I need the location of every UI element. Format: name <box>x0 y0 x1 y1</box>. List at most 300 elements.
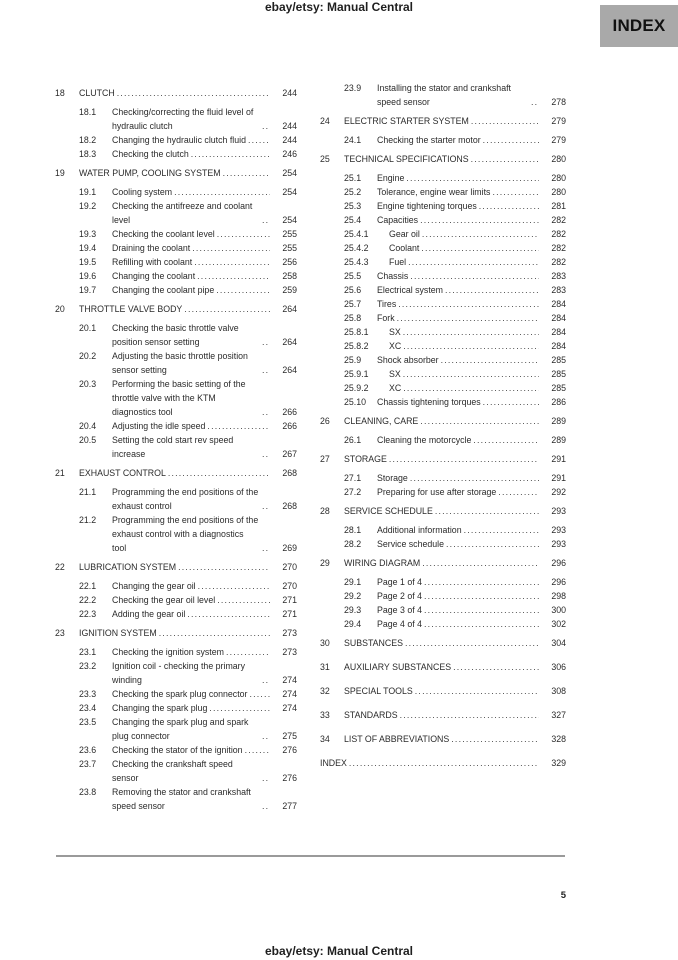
toc-entry <box>55 199 297 227</box>
toc-entry-page: 284 <box>551 313 566 323</box>
toc-entry <box>320 114 566 128</box>
toc-entry-number: 22.2 <box>79 595 97 605</box>
toc-entry <box>55 757 297 785</box>
toc-entry-page: 259 <box>282 285 297 295</box>
toc-entry-number: 25.3 <box>344 201 362 211</box>
toc-entry <box>55 283 297 297</box>
toc-entry <box>320 311 566 325</box>
toc-leader-dots <box>262 363 270 377</box>
toc-leader-dots <box>453 660 539 674</box>
toc-leader-dots <box>262 335 270 349</box>
toc-leader-dots <box>262 541 270 555</box>
toc-entry-page: 329 <box>551 758 566 768</box>
toc-entry-page: 268 <box>282 501 297 511</box>
toc-entry-title: ELECTRIC STARTER SYSTEM <box>344 116 469 126</box>
toc-entry-title: Changing the coolant pipe <box>112 285 215 295</box>
toc-entry-number: 26 <box>320 416 330 426</box>
toc-entry-title: Adjusting the idle speed <box>112 421 206 431</box>
toc-entry-page: 279 <box>551 135 566 145</box>
toc-entry-title: Removing the stator and crankshaft speed sensor <box>112 787 251 811</box>
toc-entry-page: 308 <box>551 686 566 696</box>
toc-entry-title: Cooling system <box>112 187 173 197</box>
toc-entry-number: 23 <box>55 628 65 638</box>
toc-entry-page: 276 <box>282 745 297 755</box>
toc-leader-dots <box>207 419 270 433</box>
toc-entry-number: 28.1 <box>344 525 362 535</box>
toc-entry-number: 23.4 <box>79 703 97 713</box>
toc-entry-number: 23.9 <box>344 83 362 93</box>
toc-entry-page: 283 <box>551 271 566 281</box>
toc-entry-page: 282 <box>551 243 566 253</box>
toc-entry <box>55 513 297 555</box>
toc-entry-title: Setting the cold start rev speed increase <box>112 435 234 459</box>
toc-leader-dots <box>424 617 539 631</box>
toc-entry-title: LIST OF ABBREVIATIONS <box>344 734 450 744</box>
toc-entry <box>55 785 297 813</box>
toc-entry-title: Engine tightening torques <box>377 201 477 211</box>
toc-entry <box>55 485 297 513</box>
toc-entry-page: 306 <box>551 662 566 672</box>
toc-entry-number: 25.4.1 <box>344 229 369 239</box>
toc-leader-dots <box>223 166 270 180</box>
toc-leader-dots <box>262 771 270 785</box>
toc-entry-number: 19.5 <box>79 257 97 267</box>
toc-entry-page: 270 <box>282 562 297 572</box>
toc-entry <box>320 367 566 381</box>
toc-entry-number: 22 <box>55 562 65 572</box>
toc-entry-number: 25.9 <box>344 355 362 365</box>
toc-leader-dots <box>421 241 539 255</box>
toc-entry <box>55 593 297 607</box>
toc-entry-title: SPECIAL TOOLS <box>344 686 413 696</box>
toc-entry-title: Checking the ignition system <box>112 647 224 657</box>
toc-entry-page: 271 <box>282 595 297 605</box>
toc-entry <box>320 81 566 109</box>
toc-entry-number: 25.7 <box>344 299 362 309</box>
toc-entry-page: 296 <box>551 558 566 568</box>
toc-entry-page: 293 <box>551 525 566 535</box>
toc-entry-title: XC <box>389 341 402 351</box>
page-header <box>0 0 678 15</box>
toc-entry <box>55 715 297 743</box>
toc-leader-dots <box>191 147 270 161</box>
toc-entry-page: 283 <box>551 285 566 295</box>
toc-entry <box>55 560 297 574</box>
toc-entry <box>55 659 297 687</box>
toc-entry-title: Fork <box>377 313 395 323</box>
toc-entry-title: Checking the coolant level <box>112 229 215 239</box>
toc-entry-number: 20.4 <box>79 421 97 431</box>
toc-leader-dots <box>435 504 539 518</box>
toc-leader-dots <box>479 199 539 213</box>
toc-entry-page: 291 <box>551 454 566 464</box>
toc-entry <box>320 414 566 428</box>
toc-entry <box>320 575 566 589</box>
toc-entry-number: 25.9.2 <box>344 383 369 393</box>
toc-entry-title: XC <box>389 383 402 393</box>
toc-entry-title: Additional information <box>377 525 462 535</box>
toc-entry <box>320 471 566 485</box>
toc-entry-number: 21 <box>55 468 65 478</box>
toc-entry-title: Capacities <box>377 215 419 225</box>
toc-entry-number: 22.1 <box>79 581 97 591</box>
toc-leader-dots <box>403 325 539 339</box>
toc-entry-number: 28 <box>320 506 330 516</box>
toc-entry-page: 327 <box>551 710 566 720</box>
toc-entry-number: 31 <box>320 662 330 672</box>
toc-entry-page: 256 <box>282 257 297 267</box>
toc-leader-dots <box>245 743 270 757</box>
index-tab-label: INDEX <box>612 16 666 35</box>
toc-entry-title: CLEANING, CARE <box>344 416 419 426</box>
toc-entry <box>320 199 566 213</box>
toc-column-left <box>55 81 297 813</box>
toc-leader-dots <box>445 283 539 297</box>
toc-entry <box>55 86 297 100</box>
toc-entry-title: Installing the stator and crankshaft speed sensor <box>377 83 511 107</box>
toc-entry-number: 28.2 <box>344 539 362 549</box>
toc-leader-dots <box>441 353 539 367</box>
toc-entry-number: 18.3 <box>79 149 97 159</box>
toc-entry-title: Checking/correcting the fluid level of hydraulic clutch <box>112 107 254 131</box>
toc-entry-title: Checking the spark plug connector <box>112 689 248 699</box>
toc-entry-number: 23.1 <box>79 647 97 657</box>
toc-leader-dots <box>406 171 539 185</box>
toc-entry-page: 298 <box>551 591 566 601</box>
toc-entry <box>55 105 297 133</box>
toc-entry-title: Changing the coolant <box>112 271 196 281</box>
toc-entry-number: 21.1 <box>79 487 97 497</box>
toc-entry-number: 18.1 <box>79 107 97 117</box>
toc-entry-number: 25.4.2 <box>344 243 369 253</box>
toc-entry <box>320 152 566 166</box>
toc-entry-number: 23.7 <box>79 759 97 769</box>
toc-leader-dots <box>117 86 270 100</box>
toc-leader-dots <box>424 603 539 617</box>
toc-entry <box>320 297 566 311</box>
toc-entry-page: 276 <box>282 773 297 783</box>
toc-entry <box>55 579 297 593</box>
toc-entry <box>320 283 566 297</box>
toc-entry-page: 269 <box>282 543 297 553</box>
toc-entry <box>320 603 566 617</box>
toc-leader-dots <box>262 673 270 687</box>
toc-leader-dots <box>483 133 539 147</box>
toc-entry <box>320 523 566 537</box>
toc-entry <box>55 269 297 283</box>
toc-entry-number: 19 <box>55 168 65 178</box>
toc-entry-title: Electrical system <box>377 285 443 295</box>
toc-entry-title: WIRING DIAGRAM <box>344 558 421 568</box>
toc-entry <box>55 147 297 161</box>
toc-entry-page: 304 <box>551 638 566 648</box>
toc-leader-dots <box>498 485 539 499</box>
toc-entry <box>320 485 566 499</box>
toc-entry-title: IGNITION SYSTEM <box>79 628 157 638</box>
toc-entry-page: 255 <box>282 229 297 239</box>
toc-entry-title: Checking the antifreeze and coolant level <box>112 201 253 225</box>
toc-entry-number: 23.8 <box>79 787 97 797</box>
toc-entry-page: 293 <box>551 539 566 549</box>
toc-entry-number: 19.1 <box>79 187 97 197</box>
toc-column-right <box>320 81 566 813</box>
toc-leader-dots <box>424 589 539 603</box>
toc-entry <box>320 133 566 147</box>
toc-entry <box>320 504 566 518</box>
toc-entry <box>320 381 566 395</box>
toc-entry-title: Service schedule <box>377 539 444 549</box>
toc-entry-number: 29.3 <box>344 605 362 615</box>
toc-entry <box>55 419 297 433</box>
toc-leader-dots <box>410 471 539 485</box>
toc-entry-title: Adding the gear oil <box>112 609 186 619</box>
toc-entry-title: TECHNICAL SPECIFICATIONS <box>344 154 469 164</box>
toc-leader-dots <box>262 499 270 513</box>
toc-entry-title: Adjusting the basic throttle position sensor setting <box>112 351 248 375</box>
toc-leader-dots <box>262 729 270 743</box>
page-footer-title: ebay/etsy: Manual Central <box>264 944 414 958</box>
toc-leader-dots <box>389 452 539 466</box>
toc-entry-page: 268 <box>282 468 297 478</box>
toc-entry-number: 25.4.3 <box>344 257 369 267</box>
toc-entry-page: 285 <box>551 355 566 365</box>
toc-leader-dots <box>248 133 270 147</box>
footer-rule <box>56 855 565 857</box>
toc-entry-page: 270 <box>282 581 297 591</box>
toc-leader-dots <box>217 227 270 241</box>
toc-entry-number: 20.3 <box>79 379 97 389</box>
toc-entry <box>55 255 297 269</box>
toc-entry-title: Coolant <box>389 243 420 253</box>
toc-entry-page: 284 <box>551 327 566 337</box>
toc-leader-dots <box>424 575 539 589</box>
toc-entry-title: SX <box>389 327 401 337</box>
toc-entry-title: Performing the basic setting of the throttle valve with the KTM diagnostics tool <box>112 379 246 417</box>
toc-entry-title: Fuel <box>389 257 407 267</box>
toc-entry-title: Page 1 of 4 <box>377 577 422 587</box>
toc-entry-number: 19.3 <box>79 229 97 239</box>
toc-entry <box>55 321 297 349</box>
toc-entry-page: 285 <box>551 383 566 393</box>
toc-entry <box>320 339 566 353</box>
toc-entry <box>55 687 297 701</box>
toc-entry-page: 267 <box>282 449 297 459</box>
toc-entry-title: STANDARDS <box>344 710 398 720</box>
toc-entry-number: 22.3 <box>79 609 97 619</box>
toc-entry-title: WATER PUMP, COOLING SYSTEM <box>79 168 221 178</box>
toc-entry <box>55 227 297 241</box>
toc-entry-page: 266 <box>282 421 297 431</box>
toc-entry-number: 20.2 <box>79 351 97 361</box>
toc-entry-title: Chassis tightening torques <box>377 397 481 407</box>
toc-entry-number: 34 <box>320 734 330 744</box>
toc-entry-page: 300 <box>551 605 566 615</box>
toc-entry <box>55 133 297 147</box>
toc-entry <box>55 743 297 757</box>
toc-leader-dots <box>531 95 539 109</box>
toc-entry-page: 274 <box>282 675 297 685</box>
toc-entry-page: 274 <box>282 689 297 699</box>
toc-entry-number: 25.6 <box>344 285 362 295</box>
toc-entry <box>55 302 297 316</box>
toc-leader-dots <box>415 684 539 698</box>
toc-entry-number: 19.7 <box>79 285 97 295</box>
toc-entry-page: 282 <box>551 215 566 225</box>
toc-entry-page: 258 <box>282 271 297 281</box>
toc-leader-dots <box>405 636 539 650</box>
toc-entry <box>320 241 566 255</box>
toc-entry-title: Checking the basic throttle valve position sensor setting <box>112 323 239 347</box>
toc-leader-dots <box>451 732 539 746</box>
toc-entry <box>320 708 566 722</box>
toc-entry <box>320 589 566 603</box>
toc-entry-title: Chassis <box>377 271 409 281</box>
toc-entry-page: 264 <box>282 304 297 314</box>
toc-leader-dots <box>262 799 270 813</box>
toc-entry <box>55 433 297 461</box>
toc-leader-dots <box>159 626 270 640</box>
toc-entry-title: CLUTCH <box>79 88 115 98</box>
toc-entry-number: 27.1 <box>344 473 362 483</box>
toc-entry-page: 286 <box>551 397 566 407</box>
toc-entry-title: Checking the stator of the ignition <box>112 745 243 755</box>
toc-entry-title: Refilling with coolant <box>112 257 193 267</box>
toc-entry <box>320 171 566 185</box>
toc-entry-title: Changing the gear oil <box>112 581 196 591</box>
toc-entry-title: Page 3 of 4 <box>377 605 422 615</box>
toc-entry-number: 23.3 <box>79 689 97 699</box>
toc-entry <box>320 185 566 199</box>
toc-leader-dots <box>249 687 270 701</box>
index-tab <box>600 5 678 47</box>
toc-entry-number: 29.2 <box>344 591 362 601</box>
toc-leader-dots <box>410 269 539 283</box>
toc-leader-dots <box>420 414 539 428</box>
toc-entry-number: 33 <box>320 710 330 720</box>
toc-entry-page: 280 <box>551 187 566 197</box>
toc-entry-title: Page 4 of 4 <box>377 619 422 629</box>
toc-entry-title: Changing the spark plug <box>112 703 208 713</box>
toc-entry-page: 273 <box>282 647 297 657</box>
toc-entry-number: 24.1 <box>344 135 362 145</box>
toc-leader-dots <box>192 241 270 255</box>
toc-leader-dots <box>403 367 539 381</box>
toc-entry-number: 20.1 <box>79 323 97 333</box>
toc-entry-title: Programming the end positions of the exhaust control <box>112 487 259 511</box>
toc-entry-number: 32 <box>320 686 330 696</box>
toc-leader-dots <box>217 593 270 607</box>
toc-entry <box>320 556 566 570</box>
toc-entry-title: Checking the starter motor <box>377 135 481 145</box>
toc-entry <box>55 166 297 180</box>
toc-entry-number: 25.1 <box>344 173 362 183</box>
toc-entry-number: 20.5 <box>79 435 97 445</box>
toc-entry-page: 277 <box>282 801 297 811</box>
toc-entry <box>55 645 297 659</box>
toc-leader-dots <box>471 152 539 166</box>
toc-entry <box>320 227 566 241</box>
toc-entry <box>55 466 297 480</box>
toc-leader-dots <box>400 708 539 722</box>
toc-entry-number: 18.2 <box>79 135 97 145</box>
page-footer <box>0 944 678 959</box>
toc-entry-page: 291 <box>551 473 566 483</box>
toc-leader-dots <box>178 560 270 574</box>
toc-entry <box>55 626 297 640</box>
toc-entry <box>55 607 297 621</box>
toc-entry-title: Checking the crankshaft speed sensor <box>112 759 233 783</box>
toc-entry-number: 25.9.1 <box>344 369 369 379</box>
toc-entry-title: Engine <box>377 173 405 183</box>
toc-entry-number: 23.2 <box>79 661 97 671</box>
toc-entry-title: Shock absorber <box>377 355 439 365</box>
toc-leader-dots <box>408 255 539 269</box>
toc-entry-title: Ignition coil - checking the primary winding <box>112 661 245 685</box>
page-header-title: ebay/etsy: Manual Central <box>264 0 414 14</box>
toc-leader-dots <box>168 466 270 480</box>
toc-entry-page: 280 <box>551 154 566 164</box>
toc-entry-title: EXHAUST CONTROL <box>79 468 166 478</box>
toc-entry-number: 19.6 <box>79 271 97 281</box>
toc-entry-title: SERVICE SCHEDULE <box>344 506 433 516</box>
toc-leader-dots <box>174 185 270 199</box>
toc-leader-dots <box>422 556 539 570</box>
toc-entry-page: 284 <box>551 341 566 351</box>
toc-entry-page: 244 <box>282 88 297 98</box>
toc-entry <box>320 213 566 227</box>
toc-entry-title: STORAGE <box>344 454 387 464</box>
toc-entry-number: 30 <box>320 638 330 648</box>
toc-entry-number: 24 <box>320 116 330 126</box>
toc-entry-page: 275 <box>282 731 297 741</box>
toc-entry-number: 25 <box>320 154 330 164</box>
toc-leader-dots <box>262 447 270 461</box>
toc-entry-title: Tolerance, engine wear limits <box>377 187 491 197</box>
toc-entry-page: 296 <box>551 577 566 587</box>
toc-leader-dots <box>483 395 539 409</box>
toc-entry <box>320 452 566 466</box>
toc-entry <box>320 325 566 339</box>
toc-entry-page: 266 <box>282 407 297 417</box>
toc-entry-number: 23.5 <box>79 717 97 727</box>
toc-leader-dots <box>184 302 270 316</box>
toc-entry-page: 271 <box>282 609 297 619</box>
toc-entry-title: Cleaning the motorcycle <box>377 435 472 445</box>
toc-entry-number: 19.4 <box>79 243 97 253</box>
toc-entry <box>320 617 566 631</box>
toc-entry-page: 281 <box>551 201 566 211</box>
toc-entry <box>55 241 297 255</box>
toc-entry <box>320 537 566 551</box>
toc-entry-number: 25.4 <box>344 215 362 225</box>
toc-entry <box>55 701 297 715</box>
toc-entry-title: Checking the clutch <box>112 149 189 159</box>
toc-entry-title: LUBRICATION SYSTEM <box>79 562 177 572</box>
toc-leader-dots <box>262 405 270 419</box>
toc-entry-page: 293 <box>551 506 566 516</box>
toc-leader-dots <box>262 213 270 227</box>
toc-leader-dots <box>349 756 539 770</box>
toc-entry-number: 27 <box>320 454 330 464</box>
toc-entry-title: Page 2 of 4 <box>377 591 422 601</box>
toc-entry-page: 274 <box>282 703 297 713</box>
page-number: 5 <box>560 890 566 901</box>
toc-entry <box>320 660 566 674</box>
toc-leader-dots <box>187 607 270 621</box>
toc-entry-title: SUBSTANCES <box>344 638 403 648</box>
toc-entry-page: 254 <box>282 168 297 178</box>
toc-entry-title: Programming the end positions of the exhaust control with a diagnostics tool <box>112 515 259 553</box>
